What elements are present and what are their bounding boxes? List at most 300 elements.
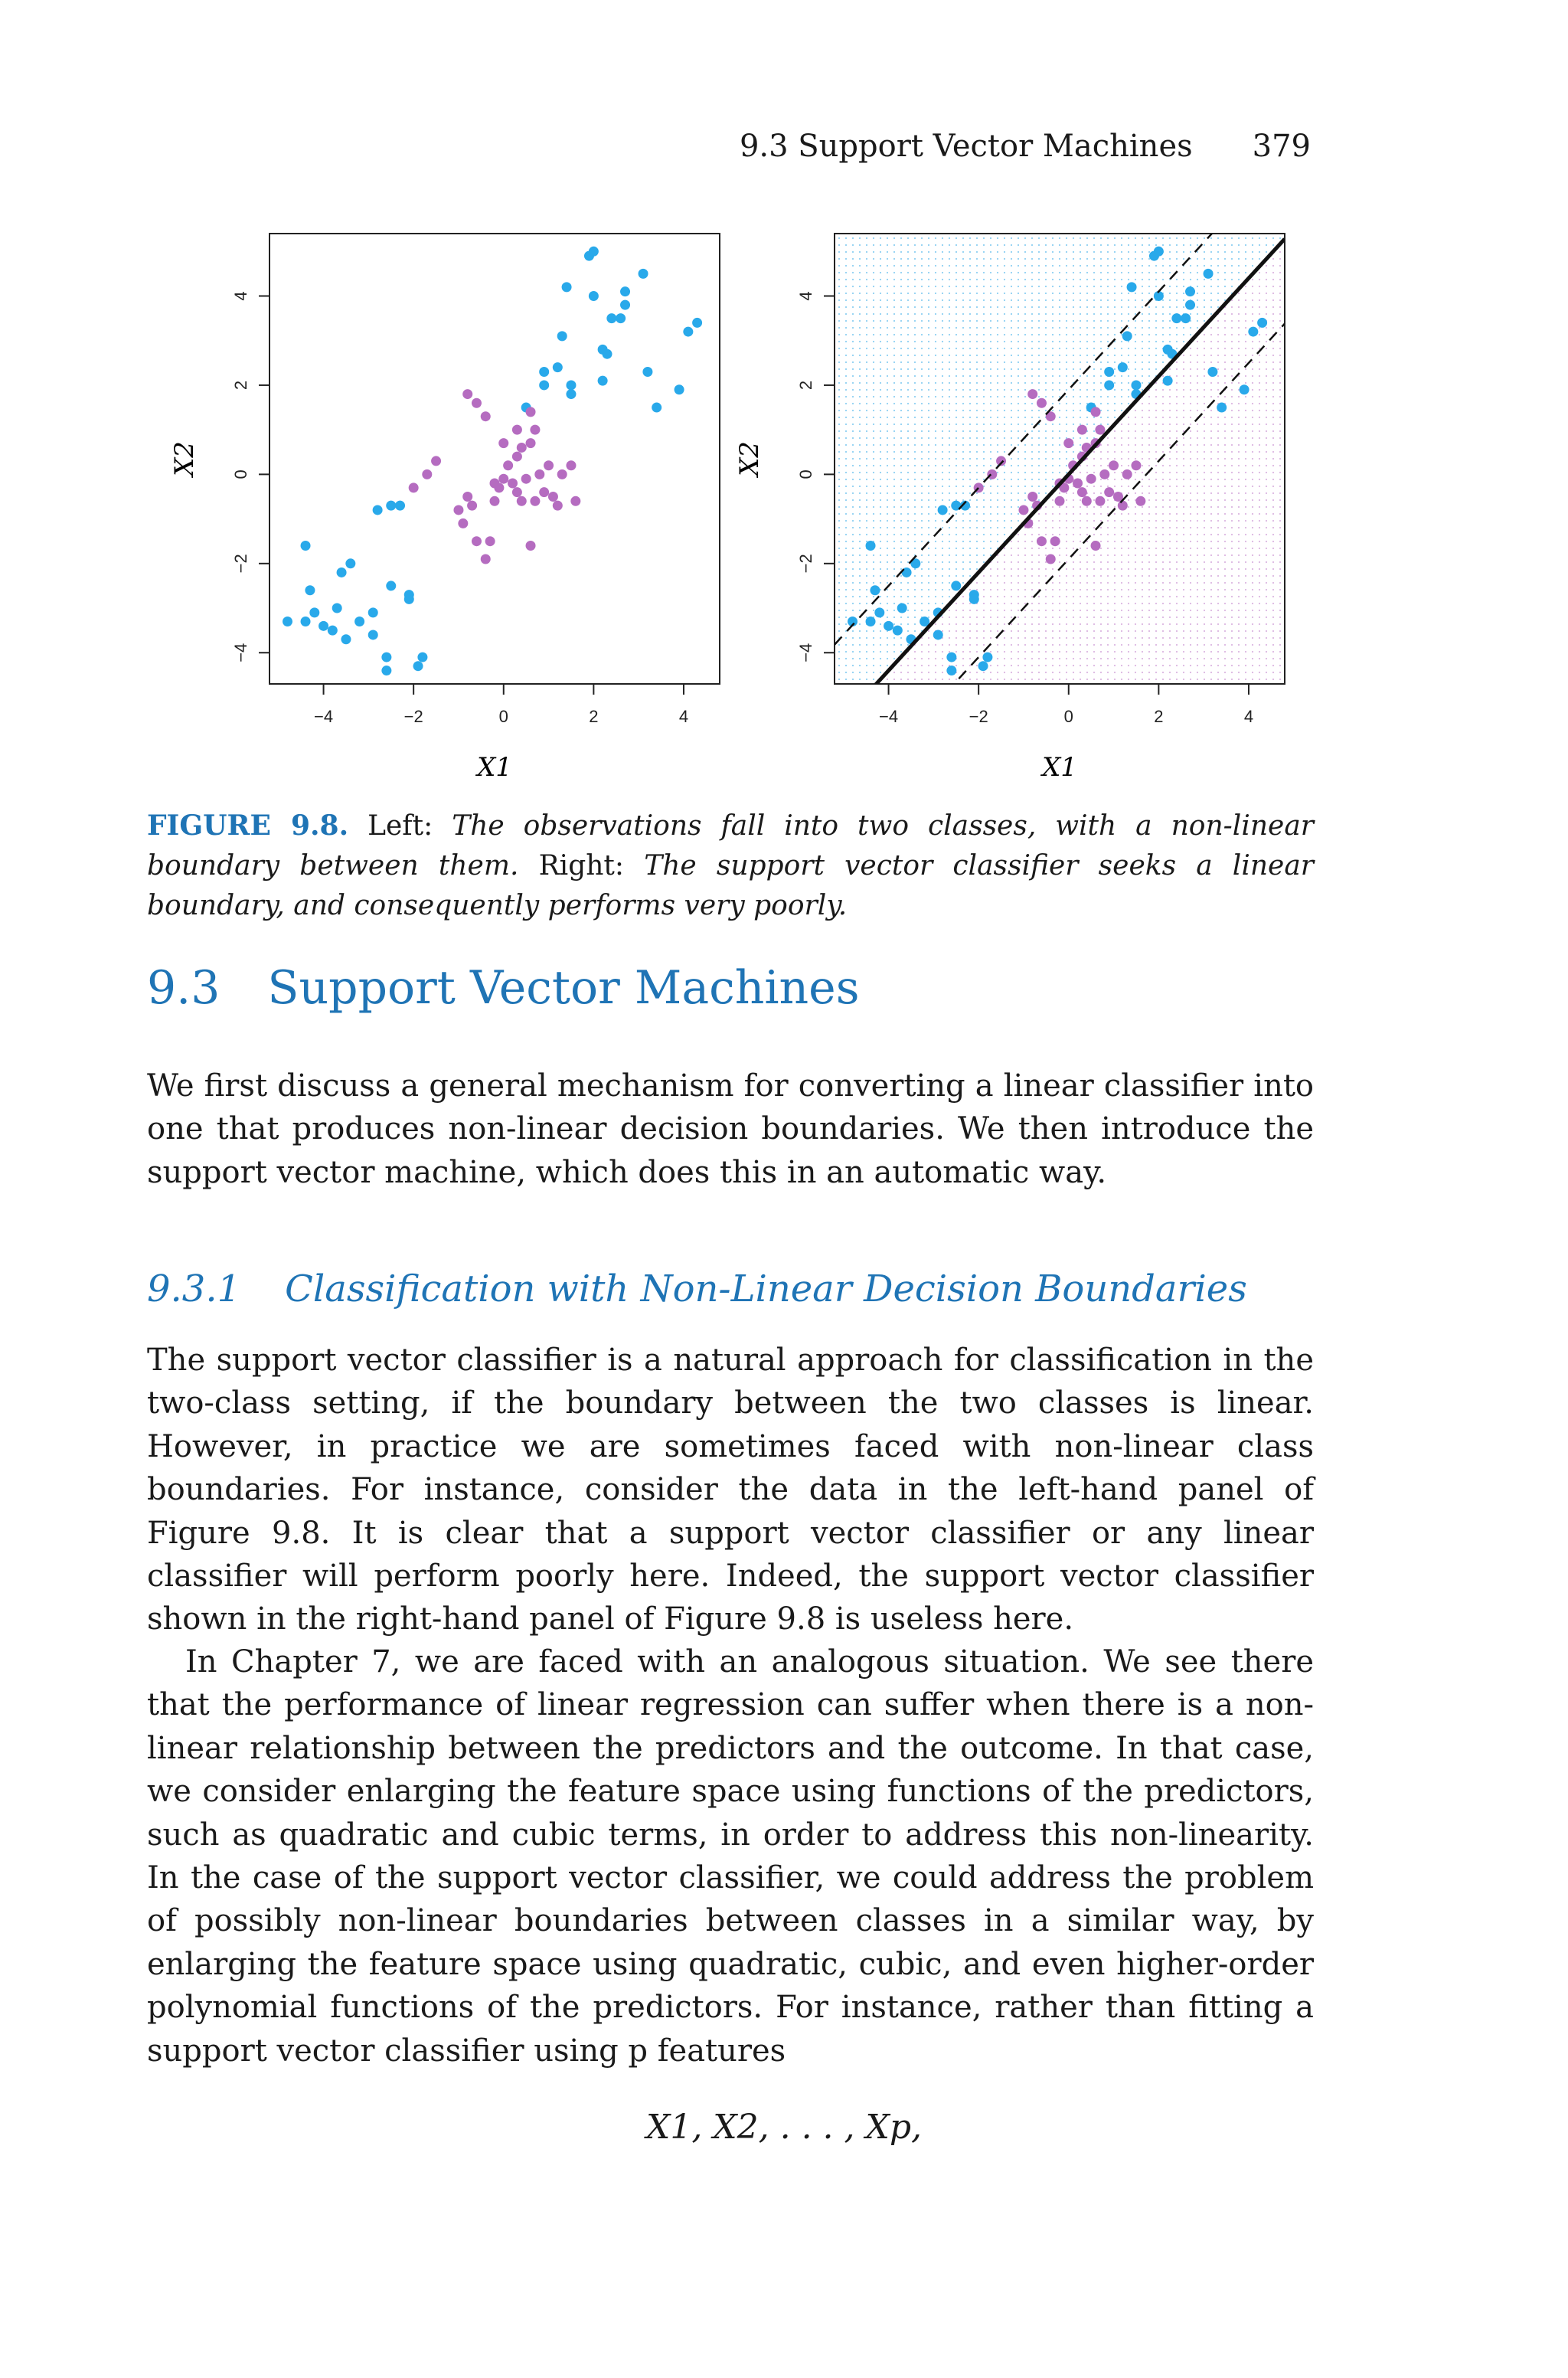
region-grid-dot xyxy=(997,658,998,659)
region-grid-dot xyxy=(1148,499,1150,501)
region-grid-dot xyxy=(1266,272,1267,273)
region-grid-dot xyxy=(1114,348,1116,349)
region-grid-dot xyxy=(969,306,971,308)
region-grid-dot xyxy=(997,320,998,322)
region-grid-dot xyxy=(866,258,867,260)
region-grid-dot xyxy=(1093,575,1095,577)
region-grid-dot xyxy=(1231,651,1233,653)
left-point-blue xyxy=(381,653,391,662)
region-grid-dot xyxy=(893,492,895,494)
region-grid-dot xyxy=(893,348,895,349)
region-grid-dot xyxy=(852,293,854,294)
region-grid-dot xyxy=(852,630,854,632)
region-grid-dot xyxy=(1080,355,1081,356)
region-grid-dot xyxy=(1135,672,1136,673)
region-grid-dot xyxy=(866,637,867,639)
region-grid-dot xyxy=(1183,499,1184,501)
left-point-blue xyxy=(566,389,576,399)
region-grid-dot xyxy=(887,596,888,597)
region-grid-dot xyxy=(1024,355,1026,356)
region-grid-dot xyxy=(1252,389,1253,391)
region-grid-dot xyxy=(1059,548,1060,549)
region-grid-dot xyxy=(1073,424,1074,425)
region-grid-dot xyxy=(1252,465,1253,466)
region-grid-dot xyxy=(1093,286,1095,287)
region-grid-dot xyxy=(1245,451,1246,453)
region-grid-dot xyxy=(1183,410,1184,411)
region-grid-dot xyxy=(1121,603,1122,604)
region-grid-dot xyxy=(1059,679,1060,680)
region-grid-dot xyxy=(1231,617,1233,618)
region-grid-dot xyxy=(928,430,929,432)
region-grid-dot xyxy=(983,265,985,267)
region-grid-dot xyxy=(1217,637,1219,639)
region-grid-dot xyxy=(1183,341,1184,342)
region-grid-dot xyxy=(928,582,929,584)
region-grid-dot xyxy=(928,561,929,563)
region-grid-dot xyxy=(1100,251,1102,253)
region-grid-dot xyxy=(907,410,909,411)
region-grid-dot xyxy=(1086,334,1088,335)
region-grid-dot xyxy=(1045,610,1047,611)
region-grid-dot xyxy=(962,575,964,577)
region-grid-dot xyxy=(1107,658,1109,659)
region-grid-dot xyxy=(1128,486,1129,487)
left-x-tick-label: 2 xyxy=(589,707,599,726)
region-grid-dot xyxy=(956,561,957,563)
region-grid-dot xyxy=(969,520,971,522)
region-grid-dot xyxy=(873,382,874,384)
region-grid-dot xyxy=(1086,327,1088,329)
region-grid-dot xyxy=(1155,534,1157,535)
region-grid-dot xyxy=(1245,492,1246,494)
region-grid-dot xyxy=(1107,348,1109,349)
region-grid-dot xyxy=(1080,520,1081,522)
region-grid-dot xyxy=(1011,437,1012,439)
region-grid-dot xyxy=(1279,348,1281,349)
region-grid-dot xyxy=(1224,417,1226,418)
region-grid-dot xyxy=(1080,389,1081,391)
left-point-blue xyxy=(692,318,702,328)
region-grid-dot xyxy=(962,541,964,542)
region-grid-dot xyxy=(880,272,881,273)
right-point-blue xyxy=(893,626,903,636)
region-grid-dot xyxy=(1059,617,1060,618)
region-grid-dot xyxy=(935,451,936,453)
region-grid-dot xyxy=(1073,327,1074,329)
region-grid-dot xyxy=(1217,548,1219,549)
region-grid-dot xyxy=(1045,437,1047,439)
region-grid-dot xyxy=(949,368,950,370)
region-grid-dot xyxy=(1204,617,1205,618)
region-grid-dot xyxy=(1142,279,1143,280)
region-grid-dot xyxy=(1066,375,1067,377)
left-point-blue xyxy=(539,380,549,390)
left-point-purple xyxy=(490,496,500,506)
region-grid-dot xyxy=(1100,658,1102,659)
region-grid-dot xyxy=(1279,541,1281,542)
region-grid-dot xyxy=(914,334,916,335)
region-grid-dot xyxy=(1018,679,1019,680)
region-grid-dot xyxy=(1176,327,1178,329)
region-grid-dot xyxy=(838,368,840,370)
region-grid-dot xyxy=(1169,513,1171,515)
region-grid-dot xyxy=(859,582,861,584)
region-grid-dot xyxy=(1231,355,1233,356)
region-grid-dot xyxy=(1197,299,1198,301)
region-grid-dot xyxy=(1169,589,1171,590)
region-grid-dot xyxy=(1272,465,1274,466)
region-grid-dot xyxy=(928,679,929,680)
region-grid-dot xyxy=(1224,548,1226,549)
region-grid-dot xyxy=(949,644,950,646)
region-grid-dot xyxy=(1252,527,1253,528)
region-grid-dot xyxy=(1128,444,1129,446)
region-grid-dot xyxy=(935,658,936,659)
region-grid-dot xyxy=(838,534,840,535)
region-grid-dot xyxy=(962,465,964,466)
region-grid-dot xyxy=(1018,293,1019,294)
region-grid-dot xyxy=(1259,403,1260,404)
region-grid-dot xyxy=(962,644,964,646)
region-grid-dot xyxy=(1080,506,1081,508)
region-grid-dot xyxy=(976,272,978,273)
region-grid-dot xyxy=(1045,651,1047,653)
region-grid-dot xyxy=(983,492,985,494)
region-grid-dot xyxy=(921,610,923,611)
region-grid-dot xyxy=(852,410,854,411)
region-grid-dot xyxy=(1004,617,1005,618)
region-grid-dot xyxy=(1238,575,1240,577)
region-grid-dot xyxy=(1045,672,1047,673)
region-grid-dot xyxy=(928,437,929,439)
region-grid-dot xyxy=(1128,582,1129,584)
region-grid-dot xyxy=(976,334,978,335)
region-grid-dot xyxy=(942,265,943,267)
right-point-blue xyxy=(1104,367,1114,377)
region-grid-dot xyxy=(1272,623,1274,625)
region-grid-dot xyxy=(1266,279,1267,280)
region-grid-dot xyxy=(1155,472,1157,473)
region-grid-dot xyxy=(1038,410,1040,411)
region-grid-dot xyxy=(852,251,854,253)
region-grid-dot xyxy=(1086,417,1088,418)
region-grid-dot xyxy=(900,306,902,308)
region-grid-dot xyxy=(962,396,964,397)
region-grid-dot xyxy=(1045,534,1047,535)
region-grid-dot xyxy=(942,258,943,260)
region-grid-dot xyxy=(1224,355,1226,356)
region-grid-dot xyxy=(880,258,881,260)
region-grid-dot xyxy=(1024,265,1026,267)
region-grid-dot xyxy=(1100,568,1102,570)
region-grid-dot xyxy=(962,368,964,370)
region-grid-dot xyxy=(1197,361,1198,363)
region-grid-dot xyxy=(1272,437,1274,439)
region-grid-dot xyxy=(976,251,978,253)
region-grid-dot xyxy=(1210,279,1212,280)
region-grid-dot xyxy=(866,341,867,342)
region-grid-dot xyxy=(1004,513,1005,515)
region-grid-dot xyxy=(1045,286,1047,287)
region-grid-dot xyxy=(893,623,895,625)
region-grid-dot xyxy=(1066,320,1067,322)
region-grid-dot xyxy=(1121,444,1122,446)
region-grid-dot xyxy=(983,589,985,590)
region-grid-dot xyxy=(1121,410,1122,411)
region-grid-dot xyxy=(893,548,895,549)
region-grid-dot xyxy=(845,313,847,315)
right-point-blue xyxy=(938,505,948,515)
region-grid-dot xyxy=(1245,479,1246,480)
region-grid-dot xyxy=(1155,410,1157,411)
left-point-purple xyxy=(458,518,468,528)
left-point-purple xyxy=(472,536,482,546)
region-grid-dot xyxy=(949,348,950,349)
region-grid-dot xyxy=(1224,623,1226,625)
region-grid-dot xyxy=(1073,437,1074,439)
region-grid-dot xyxy=(1197,672,1198,673)
region-grid-dot xyxy=(921,486,923,487)
region-grid-dot xyxy=(997,244,998,246)
region-grid-dot xyxy=(1135,575,1136,577)
region-grid-dot xyxy=(880,348,881,349)
region-grid-dot xyxy=(997,665,998,666)
region-grid-dot xyxy=(1024,630,1026,632)
region-grid-dot xyxy=(1052,410,1054,411)
region-grid-dot xyxy=(1197,679,1198,680)
region-grid-dot xyxy=(887,293,888,294)
region-grid-dot xyxy=(1148,492,1150,494)
region-grid-dot xyxy=(1252,520,1253,522)
region-grid-dot xyxy=(1093,527,1095,528)
region-grid-dot xyxy=(1038,548,1040,549)
region-grid-dot xyxy=(845,617,847,618)
region-grid-dot xyxy=(935,548,936,549)
region-grid-dot xyxy=(907,617,909,618)
region-grid-dot xyxy=(1272,665,1274,666)
region-grid-dot xyxy=(1142,651,1143,653)
region-grid-dot xyxy=(1162,568,1164,570)
region-grid-dot xyxy=(845,651,847,653)
region-grid-dot xyxy=(983,244,985,246)
region-grid-dot xyxy=(1272,644,1274,646)
region-grid-dot xyxy=(1148,458,1150,460)
region-grid-dot xyxy=(1231,286,1233,287)
region-grid-dot xyxy=(1238,582,1240,584)
region-grid-dot xyxy=(1204,265,1205,267)
region-grid-dot xyxy=(1210,313,1212,315)
region-grid-dot xyxy=(1114,389,1116,391)
region-grid-dot xyxy=(1004,265,1005,267)
region-grid-dot xyxy=(907,389,909,391)
subsection-title: Classification with Non-Linear Decision Boundaries xyxy=(285,1268,1247,1310)
region-grid-dot xyxy=(1031,617,1033,618)
region-grid-dot xyxy=(1197,623,1198,625)
left-point-blue xyxy=(553,362,563,372)
region-grid-dot xyxy=(1100,513,1102,515)
region-grid-dot xyxy=(1128,320,1129,322)
region-grid-dot xyxy=(1183,258,1184,260)
region-grid-dot xyxy=(1210,306,1212,308)
region-grid-dot xyxy=(1266,341,1267,342)
left-point-blue xyxy=(301,541,311,551)
region-grid-dot xyxy=(956,306,957,308)
region-grid-dot xyxy=(1038,458,1040,460)
region-grid-dot xyxy=(1107,258,1109,260)
region-grid-dot xyxy=(1135,327,1136,329)
region-grid-dot xyxy=(935,299,936,301)
region-grid-dot xyxy=(1183,375,1184,377)
region-grid-dot xyxy=(1114,306,1116,308)
region-grid-dot xyxy=(969,637,971,639)
region-grid-dot xyxy=(1128,520,1129,522)
region-grid-dot xyxy=(969,327,971,329)
region-grid-dot xyxy=(1266,244,1267,246)
region-grid-dot xyxy=(990,444,991,446)
region-grid-dot xyxy=(1100,313,1102,315)
region-grid-dot xyxy=(907,361,909,363)
region-grid-dot xyxy=(1217,679,1219,680)
region-grid-dot xyxy=(1093,637,1095,639)
region-grid-dot xyxy=(880,410,881,411)
region-grid-dot xyxy=(1155,492,1157,494)
region-grid-dot xyxy=(866,286,867,287)
region-grid-dot xyxy=(1031,610,1033,611)
region-grid-dot xyxy=(1148,679,1150,680)
region-grid-dot xyxy=(921,472,923,473)
region-grid-dot xyxy=(1135,630,1136,632)
region-grid-dot xyxy=(990,306,991,308)
region-grid-dot xyxy=(880,341,881,342)
region-grid-dot xyxy=(887,424,888,425)
region-grid-dot xyxy=(1238,561,1240,563)
region-grid-dot xyxy=(1045,396,1047,397)
region-grid-dot xyxy=(1066,361,1067,363)
region-grid-dot xyxy=(1004,299,1005,301)
region-grid-dot xyxy=(1093,589,1095,590)
region-grid-dot xyxy=(969,272,971,273)
region-grid-dot xyxy=(1169,582,1171,584)
region-grid-dot xyxy=(962,444,964,446)
region-grid-dot xyxy=(1162,410,1164,411)
region-grid-dot xyxy=(887,679,888,680)
region-grid-dot xyxy=(942,499,943,501)
region-grid-dot xyxy=(859,672,861,673)
region-grid-dot xyxy=(1135,348,1136,349)
region-grid-dot xyxy=(1204,341,1205,342)
region-grid-dot xyxy=(838,479,840,480)
region-grid-dot xyxy=(990,396,991,397)
region-grid-dot xyxy=(942,237,943,239)
region-grid-dot xyxy=(990,417,991,418)
region-grid-dot xyxy=(1162,541,1164,542)
region-grid-dot xyxy=(1238,486,1240,487)
region-grid-dot xyxy=(921,541,923,542)
region-grid-dot xyxy=(969,444,971,446)
region-grid-dot xyxy=(1238,348,1240,349)
region-grid-dot xyxy=(969,258,971,260)
region-grid-dot xyxy=(983,293,985,294)
region-grid-dot xyxy=(1031,341,1033,342)
region-grid-dot xyxy=(1128,375,1129,377)
region-grid-dot xyxy=(1252,568,1253,570)
region-grid-dot xyxy=(956,286,957,287)
region-grid-dot xyxy=(1135,299,1136,301)
region-grid-dot xyxy=(900,244,902,246)
region-grid-dot xyxy=(1086,630,1088,632)
region-grid-dot xyxy=(1128,506,1129,508)
region-grid-dot xyxy=(838,568,840,570)
region-grid-dot xyxy=(1114,486,1116,487)
region-grid-dot xyxy=(859,513,861,515)
region-grid-dot xyxy=(1059,368,1060,370)
region-grid-dot xyxy=(1135,520,1136,522)
region-grid-dot xyxy=(1204,506,1205,508)
region-grid-dot xyxy=(990,299,991,301)
caption-right-text: The support vector classifier seeks a linear boundary, and consequently performs very poorly. xyxy=(147,850,1314,921)
region-grid-dot xyxy=(838,472,840,473)
region-grid-dot xyxy=(1135,637,1136,639)
region-grid-dot xyxy=(866,437,867,439)
region-grid-dot xyxy=(1121,458,1122,460)
region-grid-dot xyxy=(838,513,840,515)
region-grid-dot xyxy=(1011,382,1012,384)
region-grid-dot xyxy=(1004,361,1005,363)
region-grid-dot xyxy=(852,244,854,246)
region-grid-dot xyxy=(956,251,957,253)
region-grid-dot xyxy=(1024,548,1026,549)
region-grid-dot xyxy=(997,582,998,584)
region-grid-dot xyxy=(1204,361,1205,363)
region-grid-dot xyxy=(1086,313,1088,315)
region-grid-dot xyxy=(956,348,957,349)
region-grid-dot xyxy=(1210,672,1212,673)
region-grid-dot xyxy=(1024,403,1026,404)
region-grid-dot xyxy=(976,651,978,653)
region-grid-dot xyxy=(962,520,964,522)
region-grid-dot xyxy=(956,644,957,646)
region-grid-dot xyxy=(1135,679,1136,680)
region-grid-dot xyxy=(976,465,978,466)
region-grid-dot xyxy=(1279,575,1281,577)
region-grid-dot xyxy=(1073,561,1074,563)
region-grid-dot xyxy=(1121,403,1122,404)
region-grid-dot xyxy=(990,341,991,342)
region-grid-dot xyxy=(1073,582,1074,584)
region-grid-dot xyxy=(859,679,861,680)
region-grid-dot xyxy=(866,444,867,446)
right-point-blue xyxy=(1240,384,1250,394)
region-grid-dot xyxy=(859,361,861,363)
region-grid-dot xyxy=(1259,596,1260,597)
region-grid-dot xyxy=(997,568,998,570)
region-grid-dot xyxy=(1266,437,1267,439)
region-grid-dot xyxy=(1266,465,1267,466)
region-grid-dot xyxy=(1217,492,1219,494)
region-grid-dot xyxy=(1266,534,1267,535)
region-grid-dot xyxy=(1045,506,1047,508)
region-grid-dot xyxy=(1073,513,1074,515)
region-grid-dot xyxy=(1066,293,1067,294)
region-grid-dot xyxy=(1204,258,1205,260)
region-grid-dot xyxy=(1004,348,1005,349)
region-grid-dot xyxy=(1252,665,1253,666)
region-grid-dot xyxy=(1121,348,1122,349)
right-point-purple xyxy=(1027,492,1037,502)
region-grid-dot xyxy=(1190,424,1191,425)
region-grid-dot xyxy=(1142,437,1143,439)
